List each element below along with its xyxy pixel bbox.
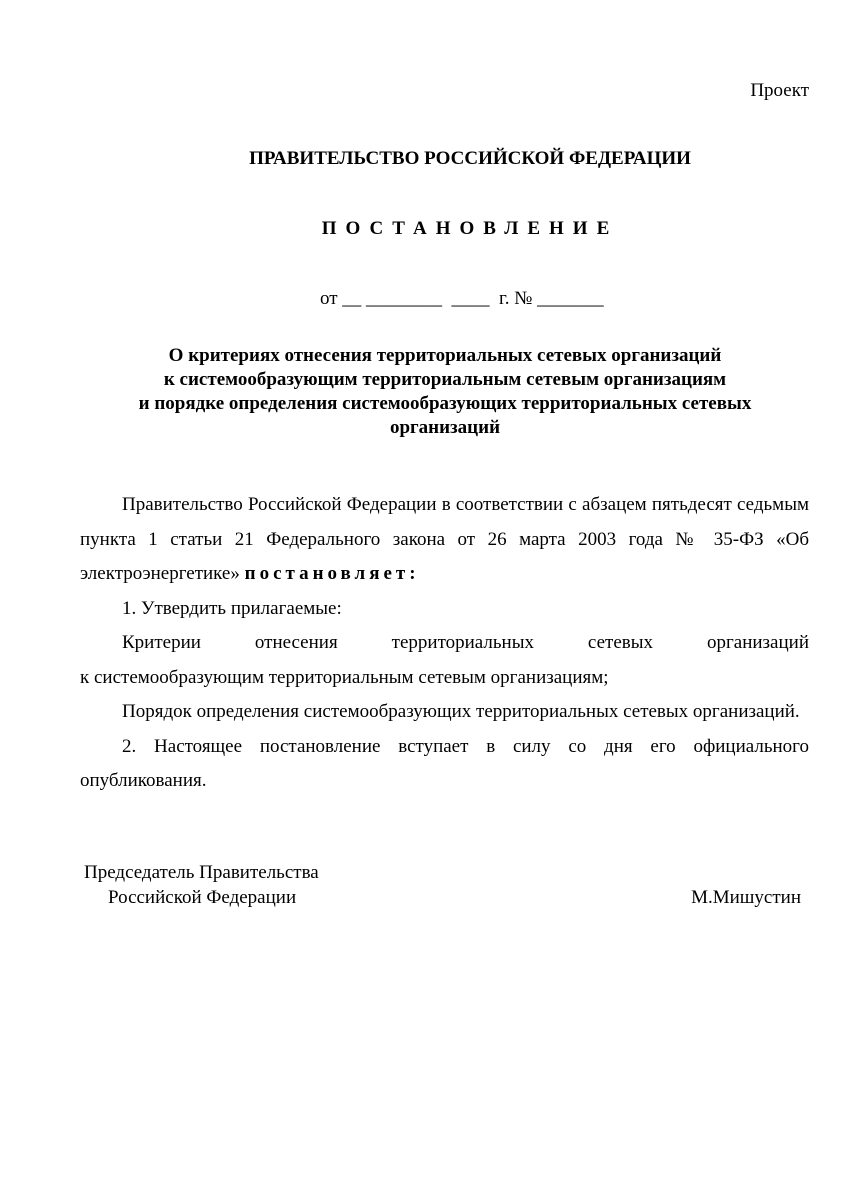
criteria-line-2: к системообразующим территориальным сетевым организациям; <box>80 666 609 688</box>
heading-line: и порядке определения системообразующих территориальных сетевых <box>138 393 752 414</box>
heading-line: организаций <box>389 417 501 438</box>
date-number-line: от __ ________ ____ г. № _______ <box>320 288 604 309</box>
heading-line: к системообразующим территориальным сетевым организациям <box>163 369 727 390</box>
signatory-position-line1: Председатель Правительства <box>84 862 319 883</box>
preamble-paragraph <box>80 488 809 592</box>
signatory-position-line2: Российской Федерации <box>108 887 297 908</box>
signature-block <box>84 860 809 910</box>
item-2: 2. Настоящее постановление вступает в силу со дня его официального опубликования. <box>80 735 809 791</box>
document-type: ПОСТАНОВЛЕНИЕ <box>321 218 619 239</box>
government-title: ПРАВИТЕЛЬСТВО РОССИЙСКОЙ ФЕДЕРАЦИИ <box>249 148 691 169</box>
document-heading <box>80 344 810 440</box>
procedure-paragraph: Порядок определения системообразующих территориальных сетевых организаций. <box>122 701 800 722</box>
preamble-text: Правительство Российской Федерации в соответствии с абзацем пятьдесят седьмым пункта 1 статьи 21 Федерального закона от 26 марта 2003 года № 35-ФЗ «Об электроэнергетике» <box>80 494 809 584</box>
item-1: 1. Утвердить прилагаемые: <box>122 597 342 619</box>
signatory-name: М.Мишустин <box>691 887 801 908</box>
heading-line: О критериях отнесения территориальных сетевых организаций <box>168 345 722 366</box>
criteria-line-1: Критерии отнесения территориальных сетевых организаций <box>122 632 809 653</box>
document-body <box>80 488 809 799</box>
draft-label: Проект <box>750 80 809 101</box>
resolves-word: постановляет: <box>244 563 420 584</box>
